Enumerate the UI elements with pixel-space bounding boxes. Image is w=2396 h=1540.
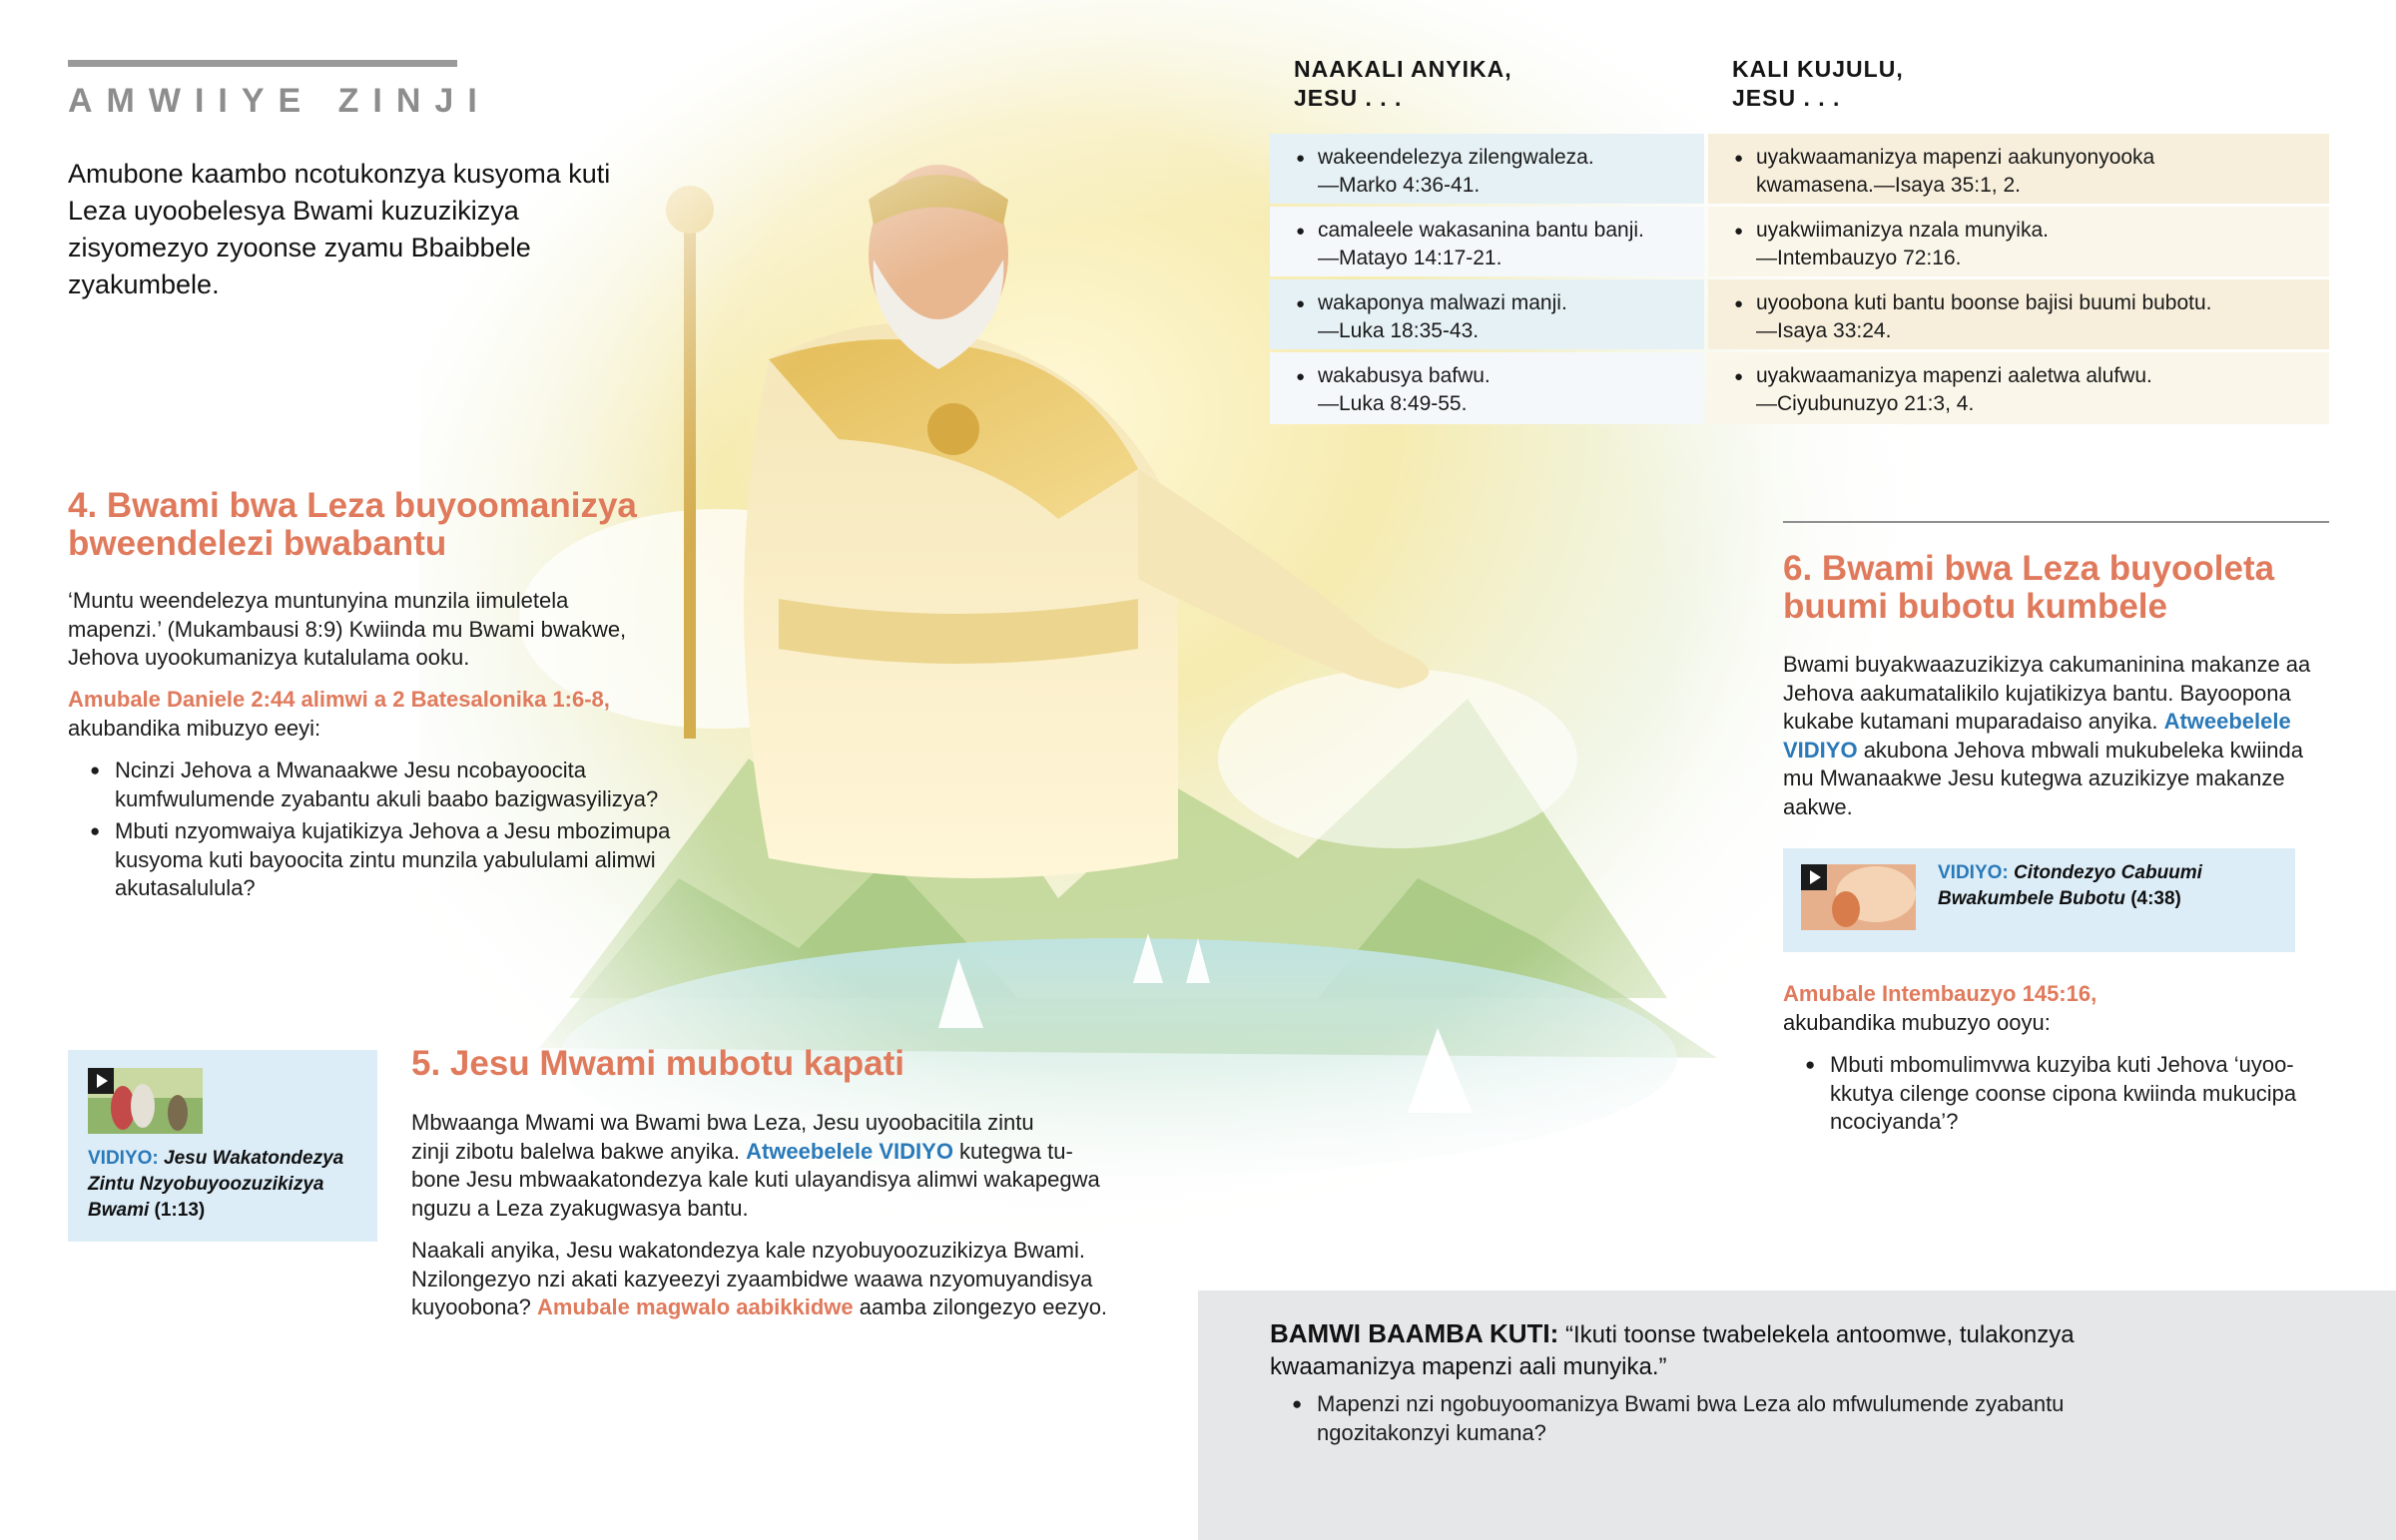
table-left-heading: NAAKALI ANYIKA, JESU . . . (1294, 56, 1512, 111)
table-left-row: ● wakabusya bafwu. —Luka 8:49-55. (1270, 352, 1704, 424)
table-right-row: ● uyakwaamanizya mapenzi aakunyonyooka kwamasena.—Isaya 35:1, 2. (1708, 134, 2329, 204)
watch-video-link[interactable]: Atweebelele VIDIYO (746, 1138, 953, 1164)
section-6-read: Amubale Intembauzyo 145:16, akubandika mubuzyo ooyu: (1783, 980, 2342, 1037)
question-item: ● Ncinzi Jehova a Mwanaakwe Jesu ncobayoocita kumfwulumende zyabantu akuli baabo bazigwasyilizya? (68, 757, 727, 813)
watch-video-link[interactable]: VIDIYO (1783, 737, 1858, 763)
section-5-heading: 5. Jesu Mwami mubotu kapati (411, 1044, 904, 1083)
section-4-questions (68, 757, 727, 907)
table-right-heading: KALI KUJULU, JESU . . . (1732, 56, 1904, 111)
video-card-jesus[interactable] (68, 1050, 377, 1242)
some-say-quote: BAMWI BAAMBA KUTI: “Ikuti toonse twabelekela antoomwe, tulakonzya kwaamanizya mapenzi aali munyika.” (1270, 1318, 2075, 1380)
section-6-heading: 6. Bwami bwa Leza buyooleta buumi bubotu kumbele (1783, 549, 2275, 626)
play-icon[interactable] (88, 1068, 114, 1094)
video-caption: VIDIYO: Citondezyo Cabuumi Bwakumbele Bubotu (4:38) (1938, 862, 2202, 909)
scripture-link[interactable]: Amubale magwalo aabikkidwe (537, 1294, 854, 1319)
section-kicker: AMWIIYE ZINJI (68, 82, 491, 120)
video-thumbnail[interactable] (1801, 864, 1916, 930)
section-5-body: Mbwaanga Mwami wa Bwami bwa Leza, Jesu uyoobacitila zintu zinji zibotu balelwa bakwe anyika. Atweebelele VIDIYO kutegwa tu- bone Jesu mbwaakatondezya kale kuti ulayandisya alimwi wakapegwa nguzu a Leza zyakugwasya bantu. Naakali anyika, Jesu wakatondezya kale nzyobuyoozuzikizya Bwami. Nzilongezyo nzi akati kazyeezyi zyaambidwe waawa nzyomuyandisya kuyoobona? Amubale magwalo aabikkidwe aamba zilongezyo eezyo. (411, 1110, 1108, 1319)
section-6-questions (1783, 1051, 2342, 1141)
table-left-row: ● camaleele wakasanina bantu banji. —Matayo 14:17-21. (1270, 207, 1704, 276)
section-6-rule (1783, 521, 2329, 523)
question-item: ● Mbuti nzyomwaiya kujatikizya Jehova a Jesu mbozimupa kusyoma kuti bayoocita zintu munzila yabululami alimwi akutasalulula? (68, 817, 727, 903)
table-right-row: ● uyoobona kuti bantu boonse bajisi buumi bubotu. —Isaya 33:24. (1708, 279, 2329, 349)
header-rule (68, 60, 457, 67)
video-card-future[interactable] (1783, 848, 2295, 952)
some-say-question (1270, 1390, 2328, 1451)
scripture-link[interactable]: Amubale Daniele 2:44 alimwi a 2 Batesalonika 1:6-8, (68, 687, 610, 712)
video-thumbnail[interactable] (88, 1068, 203, 1134)
table-left-row: ● wakeendelezya zilengwaleza. —Marko 4:36-41. (1270, 134, 1704, 204)
section-4-read: Amubale Daniele 2:44 alimwi a 2 Batesalonika 1:6-8, akubandika mibuzyo eeyi: (68, 686, 687, 743)
question-item: ● Mbuti mbomulimvwa kuzyiba kuti Jehova ‘uyoo- kkutya cilenge coonse cipona kwiinda mukucipa ncociyanda’? (1783, 1051, 2342, 1137)
section-4-heading: 4. Bwami bwa Leza buyoomanizya bweendelezi bwabantu (68, 486, 637, 563)
table-right-row: ● uyakwiimanizya nzala munyika. —Intembauzyo 72:16. (1708, 207, 2329, 276)
table-left-row: ● wakaponya malwazi manji. —Luka 18:35-43. (1270, 279, 1704, 349)
table-right-row: ● uyakwaamanizya mapenzi aaletwa alufwu. —Ciyubunuzyo 21:3, 4. (1708, 352, 2329, 424)
intro-text: Amubone kaambo ncotukonzya kusyoma kuti Leza uyoobelesya Bwami kuzuzikizya zisyomezyo zyoonse zyamu Bbaibbele zyakumbele. (68, 159, 611, 299)
section-4-body: ‘Muntu weendelezya muntunyina munzila iimuletela mapenzi.’ (Mukambausi 8:9) Kwiinda mu Bwami bwakwe, Jehova uyookumanizya kutalulama ooku. (68, 588, 627, 670)
scripture-link[interactable]: Amubale Intembauzyo 145:16, (1783, 981, 2097, 1006)
question-item: ● Mapenzi nzi ngobuyoomanizya Bwami bwa Leza alo mfwulumende zyabantu ngozitakonzyi kumana? (1270, 1390, 2328, 1447)
section-6-body: Bwami buyakwaazuzikizya cakumaninina makanze aa Jehova aakumatalikilo kujatikizya bantu. Bayoopona kukabe kutamani muparadaiso anyika. Atweebelele VIDIYO akubona Jehova mbwali mukubeleka kwiinda mu Mwanaakwe Jesu kutegwa azuzikizye makanze aakwe. (1783, 652, 2311, 819)
watch-video-link[interactable]: Atweebelele (2163, 709, 2291, 734)
video-caption: VIDIYO: Jesu Wakatondezya Zintu Nzyobuyoozuzikizya Bwami (1:13) (88, 1148, 344, 1221)
play-icon[interactable] (1801, 864, 1827, 890)
